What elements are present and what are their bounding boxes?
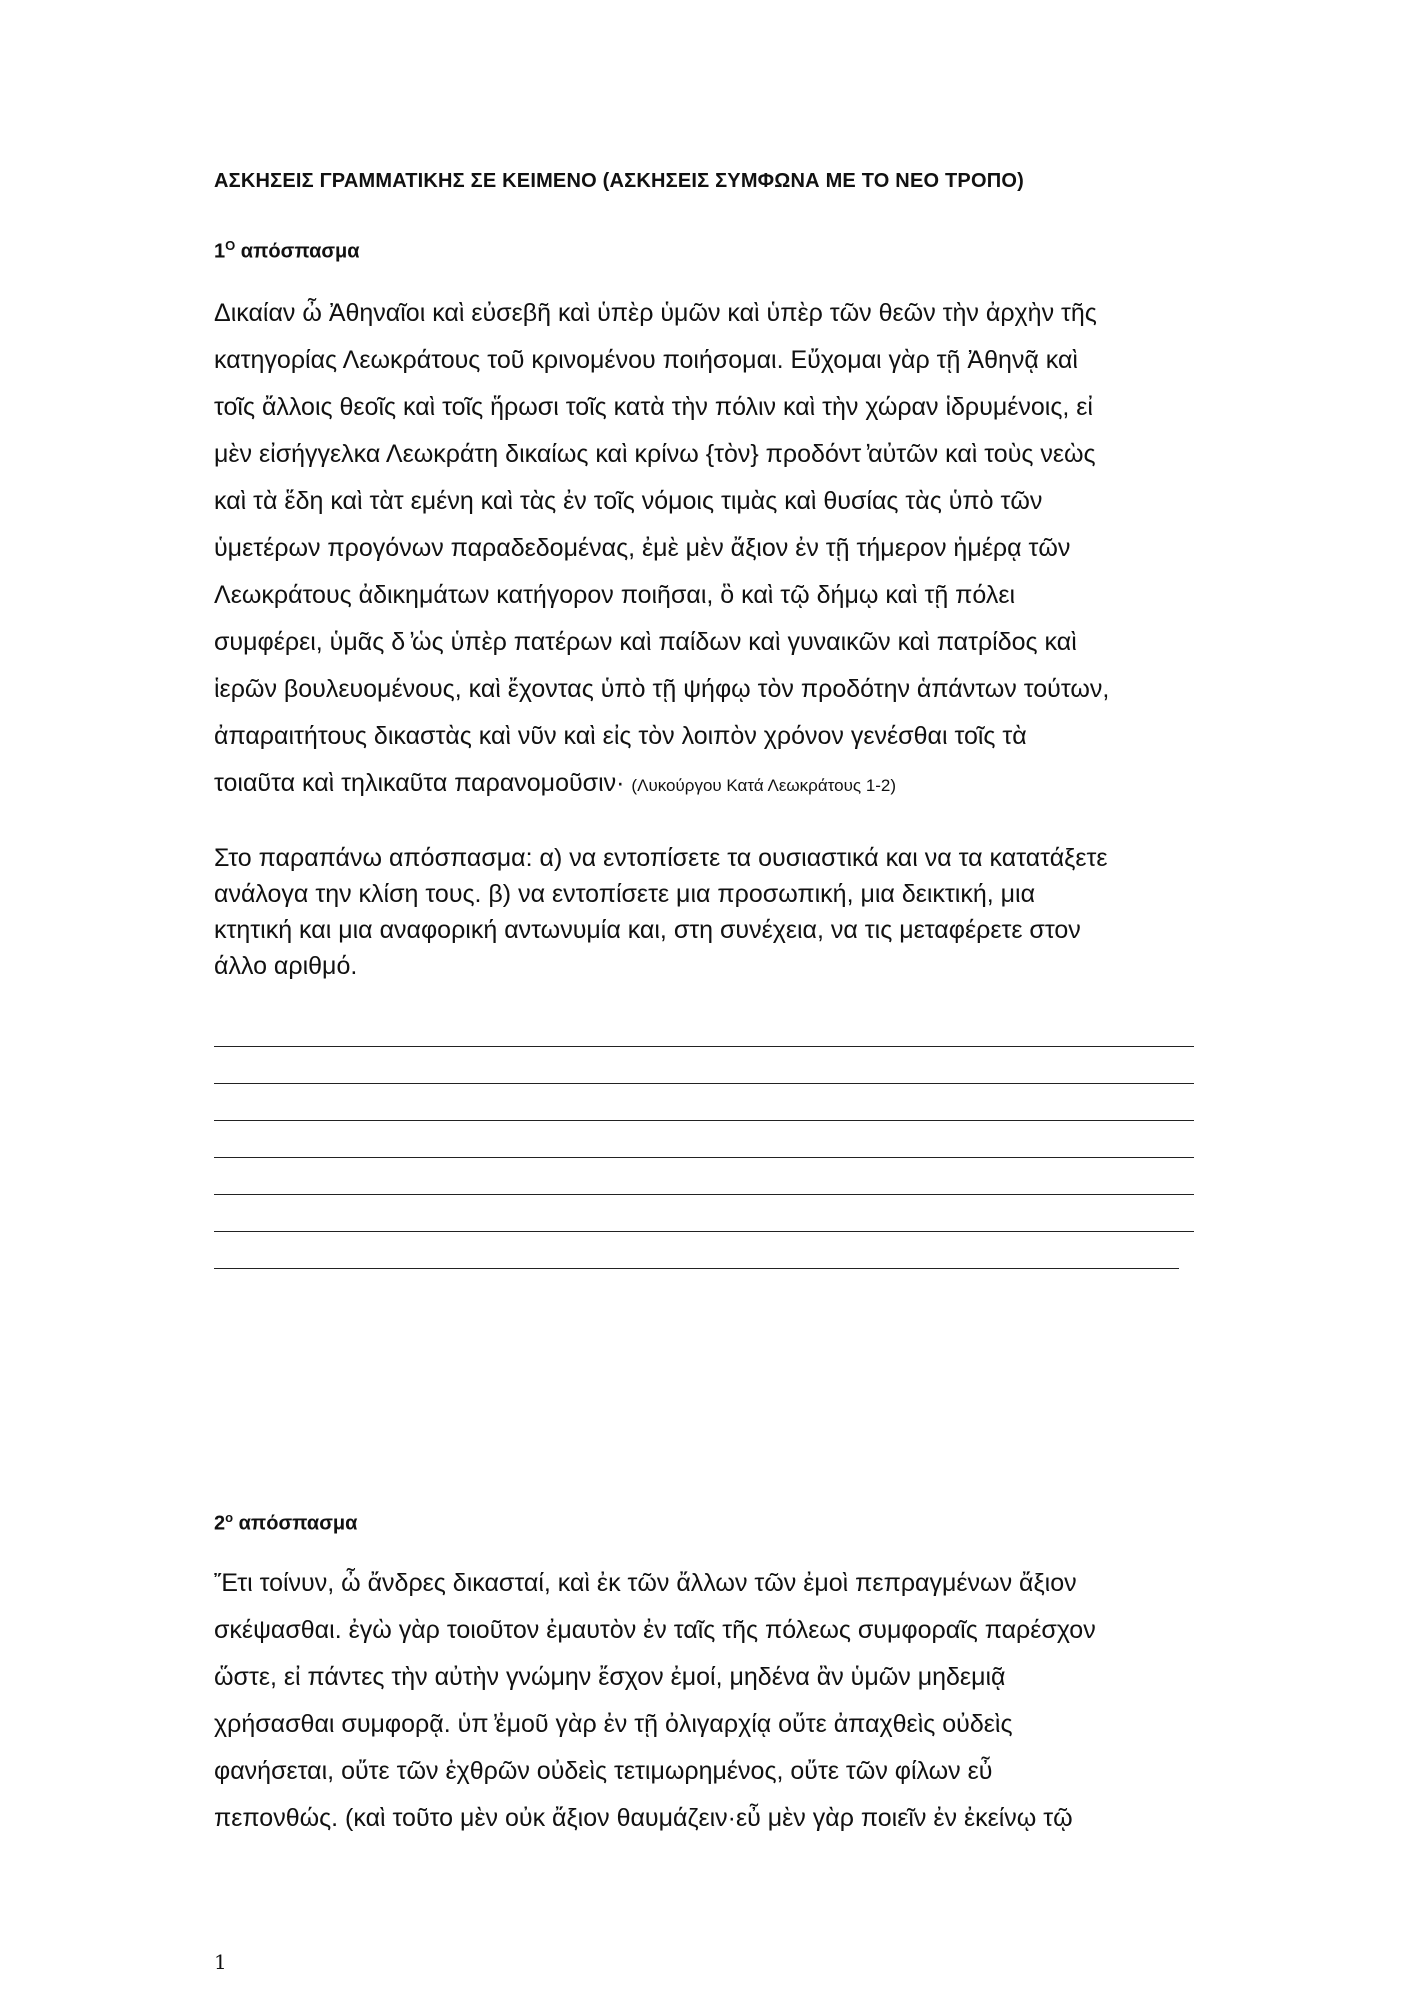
instruction-line: κτητική και μια αναφορική αντωνυμία και, στη συνέχεια, να τις μεταφέρετε στον [214,916,1081,944]
last-line-text: τοιαῦτα καὶ τηλικαῦτα παρανομοῦσιν· [214,769,632,797]
excerpt-2-label: απόσπασμα [233,1512,358,1535]
text-line: ἀπαραιτήτους δικαστὰς καὶ νῦν καὶ εἰς τὸν λοιπὸν χρόνον γενέσθαι τοῖς τὰ [214,722,1027,750]
excerpt-2-number: 2 [214,1512,226,1535]
instruction-line: Στο παραπάνω απόσπασμα: α) να εντοπίσετε τα ουσιαστικά και να τα κατατάξετε [214,844,1108,872]
text-line: καὶ τὰ ἕδη καὶ τὰτ εμένη καὶ τὰς ἐν τοῖς νόμοις τιμὰς καὶ θυσίας τὰς ὑπὸ τῶν [214,487,1043,515]
answer-line[interactable] [214,1121,1194,1158]
answer-line[interactable] [214,1232,1179,1269]
answer-line[interactable] [214,1084,1194,1121]
exercise-instructions [214,840,1214,984]
excerpt-2-text [214,1560,1214,1842]
instruction-line: ανάλογα την κλίση τους. β) να εντοπίσετε μια προσωπική, μια δεικτική, μια [214,880,1036,908]
text-line: χρήσασθαι συμφορᾷ. ὑπ ̓ἐμοῦ γὰρ ἐν τῇ ὀλιγαρχίᾳ οὔτε ἀπαχθεὶς οὐδεὶς [214,1710,1013,1738]
answer-line[interactable] [214,1010,1194,1047]
text-line: ὑμετέρων προγόνων παραδεδομένας, ἐμὲ μὲν ἄξιον ἐν τῇ τήμερον ἡμέρᾳ τῶν [214,534,1071,562]
answer-area [214,1010,1194,1269]
text-line-last [214,760,1214,807]
text-line: τοῖς ἄλλοις θεοῖς καὶ τοῖς ἥρωσι τοῖς κατὰ τὴν πόλιν καὶ τὴν χώραν ἱδρυμένοις, εἰ [214,393,1093,421]
source-citation: (Λυκούργου Κατά Λεωκράτους 1-2) [631,776,897,795]
text-line: μὲν εἰσήγγελκα Λεωκράτη δικαίως καὶ κρίνω {τὸν} προδόντ ̓αὐτῶν καὶ τοὺς νεὼς [214,440,1096,468]
answer-line[interactable] [214,1195,1194,1232]
text-line: σκέψασθαι. ἐγὼ γὰρ τοιοῦτον ἐμαυτὸν ἐν ταῖς τῆς πόλεως συμφοραῖς παρέσχον [214,1616,1096,1644]
text-line: φανήσεται, οὔτε τῶν ἐχθρῶν οὐδεὶς τετιμωρημένος, οὔτε τῶν φίλων εὖ [214,1757,993,1785]
text-line: Λεωκράτους ἀδικημάτων κατήγορον ποιῆσαι, ὃ καὶ τῷ δήμῳ καὶ τῇ πόλει [214,581,1016,609]
excerpt-1-heading [214,238,360,264]
text-line: συμφέρει, ὑμᾶς δ ̓ὡς ὑπὲρ πατέρων καὶ παίδων καὶ γυναικῶν καὶ πατρίδος καὶ [214,628,1077,656]
excerpt-1-number: 1 [214,240,226,263]
page-number: 1 [214,1950,227,1974]
page-title: ΑΣΚΗΣΕΙΣ ΓΡΑΜΜΑΤΙΚΗΣ ΣΕ ΚΕΙΜΕΝΟ (ΑΣΚΗΣΕΙΣ ΣΥΜΦΩΝΑ ΜΕ ΤΟ ΝΕΟ ΤΡΟΠΟ) [214,170,1024,192]
text-line: ἱερῶν βουλευομένους, καὶ ἔχοντας ὑπὸ τῇ ψήφῳ τὸν προδότην ἁπάντων τούτων, [214,675,1110,703]
text-line: κατηγορίας Λεωκράτους τοῦ κρινομένου ποιήσομαι. Εὔχομαι γὰρ τῇ Ἀθηνᾷ καὶ [214,346,1078,374]
excerpt-1-label: απόσπασμα [235,240,360,263]
text-line: ὥστε, εἰ πάντες τὴν αὐτὴν γνώμην ἔσχον ἐμοί, μηδένα ἂν ὑμῶν μηδεμιᾷ [214,1663,1006,1691]
instruction-line: άλλο αριθμό. [214,952,358,980]
excerpt-1-ordinal: Ο [225,238,236,253]
text-line: Δικαίαν ὦ Ἀθηναῖοι καὶ εὐσεβῆ καὶ ὑπὲρ ὑμῶν καὶ ὑπὲρ τῶν θεῶν τὴν ἀρχὴν τῆς [214,299,1097,327]
answer-line[interactable] [214,1158,1194,1195]
text-line: πεπονθώς. (καὶ τοῦτο μὲν οὐκ ἄξιον θαυμάζειν·εὖ μὲν γὰρ ποιεῖν ἐν ἐκείνῳ τῷ [214,1804,1073,1832]
excerpt-1-text [214,290,1214,807]
text-line: Ἔτι τοίνυν, ὦ ἄνδρες δικασταί, καὶ ἐκ τῶν ἄλλων τῶν ἐμοὶ πεπραγμένων ἄξιον [214,1569,1077,1597]
excerpt-2-heading [214,1510,357,1536]
excerpt-2-ordinal: ο [225,1510,234,1525]
answer-line[interactable] [214,1047,1194,1084]
